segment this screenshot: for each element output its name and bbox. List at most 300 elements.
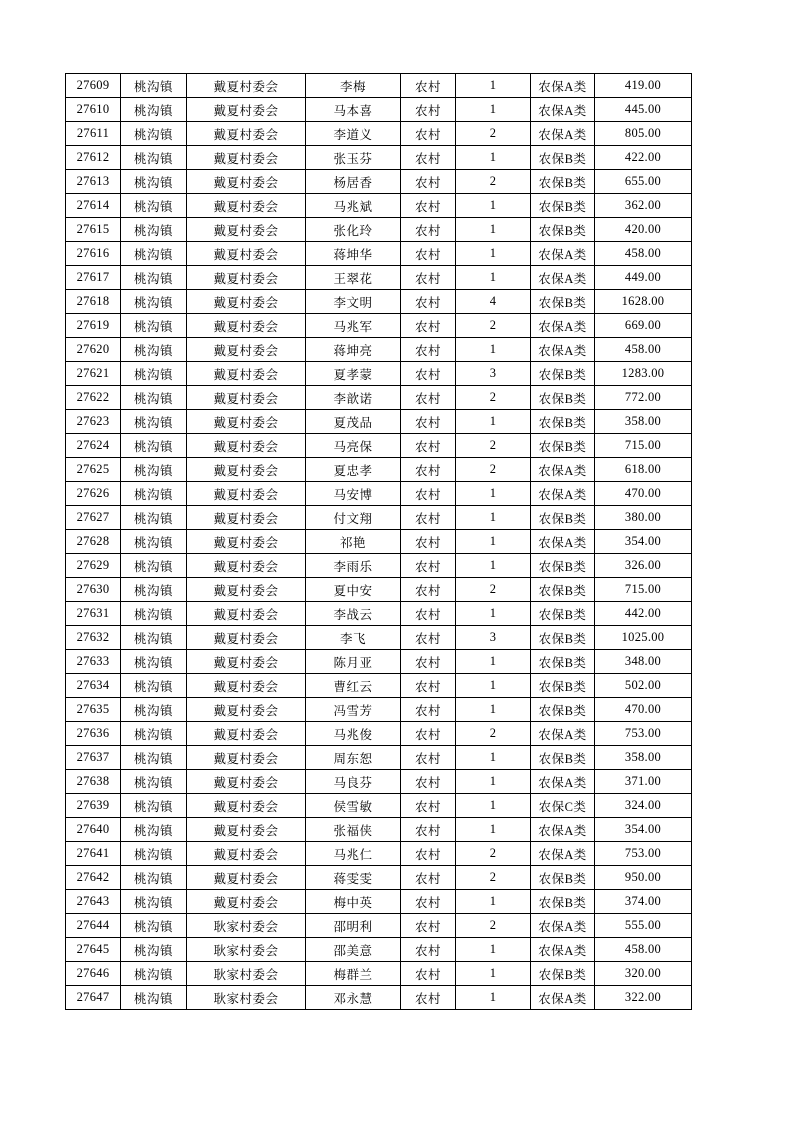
insurance-type-cell: 农保A类 — [531, 314, 595, 338]
table-row — [66, 362, 692, 386]
category-cell: 农村 — [401, 674, 456, 698]
table-row — [66, 890, 692, 914]
village-committee-cell: 戴夏村委会 — [187, 482, 306, 506]
record-id-cell: 27638 — [66, 770, 121, 794]
village-committee-cell: 戴夏村委会 — [187, 74, 306, 98]
record-id-cell: 27614 — [66, 194, 121, 218]
town-cell: 桃沟镇 — [121, 866, 187, 890]
insurance-type-cell: 农保B类 — [531, 698, 595, 722]
village-committee-cell: 戴夏村委会 — [187, 218, 306, 242]
town-cell: 桃沟镇 — [121, 218, 187, 242]
insurance-type-cell: 农保A类 — [531, 98, 595, 122]
person-name-cell: 梅中英 — [306, 890, 401, 914]
person-name-cell: 杨居香 — [306, 170, 401, 194]
village-committee-cell: 耿家村委会 — [187, 914, 306, 938]
category-cell: 农村 — [401, 362, 456, 386]
person-name-cell: 蒋雯雯 — [306, 866, 401, 890]
town-cell: 桃沟镇 — [121, 146, 187, 170]
person-count-cell: 1 — [456, 530, 531, 554]
town-cell: 桃沟镇 — [121, 482, 187, 506]
town-cell: 桃沟镇 — [121, 554, 187, 578]
person-count-cell: 2 — [456, 458, 531, 482]
category-cell: 农村 — [401, 170, 456, 194]
town-cell: 桃沟镇 — [121, 122, 187, 146]
category-cell: 农村 — [401, 74, 456, 98]
category-cell: 农村 — [401, 386, 456, 410]
person-count-cell: 3 — [456, 362, 531, 386]
table-row — [66, 194, 692, 218]
record-id-cell: 27644 — [66, 914, 121, 938]
table-row — [66, 674, 692, 698]
record-id-cell: 27634 — [66, 674, 121, 698]
table-row — [66, 986, 692, 1010]
person-name-cell: 邵美意 — [306, 938, 401, 962]
village-committee-cell: 戴夏村委会 — [187, 506, 306, 530]
amount-cell: 362.00 — [595, 194, 692, 218]
town-cell: 桃沟镇 — [121, 410, 187, 434]
village-committee-cell: 戴夏村委会 — [187, 434, 306, 458]
category-cell: 农村 — [401, 650, 456, 674]
insurance-type-cell: 农保A类 — [531, 242, 595, 266]
person-count-cell: 1 — [456, 146, 531, 170]
table-row — [66, 506, 692, 530]
amount-cell: 458.00 — [595, 938, 692, 962]
insurance-type-cell: 农保B类 — [531, 434, 595, 458]
town-cell: 桃沟镇 — [121, 698, 187, 722]
insurance-type-cell: 农保A类 — [531, 914, 595, 938]
table-row — [66, 242, 692, 266]
amount-cell: 470.00 — [595, 482, 692, 506]
amount-cell: 502.00 — [595, 674, 692, 698]
village-committee-cell: 戴夏村委会 — [187, 194, 306, 218]
person-count-cell: 1 — [456, 746, 531, 770]
amount-cell: 715.00 — [595, 434, 692, 458]
record-id-cell: 27611 — [66, 122, 121, 146]
category-cell: 农村 — [401, 434, 456, 458]
category-cell: 农村 — [401, 986, 456, 1010]
person-count-cell: 1 — [456, 98, 531, 122]
town-cell: 桃沟镇 — [121, 770, 187, 794]
village-committee-cell: 耿家村委会 — [187, 962, 306, 986]
category-cell: 农村 — [401, 578, 456, 602]
person-name-cell: 马兆俊 — [306, 722, 401, 746]
person-name-cell: 李道义 — [306, 122, 401, 146]
person-name-cell: 曹红云 — [306, 674, 401, 698]
person-count-cell: 2 — [456, 434, 531, 458]
insurance-type-cell: 农保A类 — [531, 530, 595, 554]
person-name-cell: 马兆军 — [306, 314, 401, 338]
person-count-cell: 1 — [456, 794, 531, 818]
village-committee-cell: 戴夏村委会 — [187, 530, 306, 554]
village-committee-cell: 戴夏村委会 — [187, 890, 306, 914]
town-cell: 桃沟镇 — [121, 746, 187, 770]
insurance-type-cell: 农保A类 — [531, 338, 595, 362]
amount-cell: 354.00 — [595, 818, 692, 842]
amount-cell: 371.00 — [595, 770, 692, 794]
person-count-cell: 2 — [456, 386, 531, 410]
record-id-cell: 27617 — [66, 266, 121, 290]
person-count-cell: 1 — [456, 554, 531, 578]
person-count-cell: 2 — [456, 722, 531, 746]
insurance-type-cell: 农保A类 — [531, 266, 595, 290]
amount-cell: 449.00 — [595, 266, 692, 290]
table-row — [66, 914, 692, 938]
village-committee-cell: 戴夏村委会 — [187, 146, 306, 170]
person-count-cell: 1 — [456, 602, 531, 626]
table-row — [66, 842, 692, 866]
person-count-cell: 1 — [456, 410, 531, 434]
record-id-cell: 27633 — [66, 650, 121, 674]
insurance-type-cell: 农保A类 — [531, 842, 595, 866]
person-count-cell: 1 — [456, 218, 531, 242]
person-name-cell: 夏中安 — [306, 578, 401, 602]
insurance-type-cell: 农保B类 — [531, 170, 595, 194]
record-id-cell: 27645 — [66, 938, 121, 962]
category-cell: 农村 — [401, 98, 456, 122]
amount-cell: 805.00 — [595, 122, 692, 146]
table-row — [66, 218, 692, 242]
person-count-cell: 2 — [456, 914, 531, 938]
person-name-cell: 夏茂品 — [306, 410, 401, 434]
category-cell: 农村 — [401, 314, 456, 338]
category-cell: 农村 — [401, 266, 456, 290]
village-committee-cell: 戴夏村委会 — [187, 674, 306, 698]
insurance-type-cell: 农保A类 — [531, 74, 595, 98]
record-id-cell: 27646 — [66, 962, 121, 986]
person-name-cell: 冯雪芳 — [306, 698, 401, 722]
village-committee-cell: 戴夏村委会 — [187, 626, 306, 650]
table-row — [66, 794, 692, 818]
town-cell: 桃沟镇 — [121, 458, 187, 482]
table-row — [66, 602, 692, 626]
record-id-cell: 27609 — [66, 74, 121, 98]
category-cell: 农村 — [401, 746, 456, 770]
category-cell: 农村 — [401, 914, 456, 938]
amount-cell: 753.00 — [595, 842, 692, 866]
category-cell: 农村 — [401, 842, 456, 866]
insurance-type-cell: 农保B类 — [531, 674, 595, 698]
record-id-cell: 27640 — [66, 818, 121, 842]
insurance-type-cell: 农保B类 — [531, 194, 595, 218]
table-row — [66, 122, 692, 146]
category-cell: 农村 — [401, 794, 456, 818]
category-cell: 农村 — [401, 146, 456, 170]
insurance-type-cell: 农保B类 — [531, 386, 595, 410]
person-name-cell: 周东恕 — [306, 746, 401, 770]
amount-cell: 322.00 — [595, 986, 692, 1010]
village-committee-cell: 戴夏村委会 — [187, 266, 306, 290]
record-id-cell: 27613 — [66, 170, 121, 194]
amount-cell: 555.00 — [595, 914, 692, 938]
person-count-cell: 2 — [456, 866, 531, 890]
amount-cell: 380.00 — [595, 506, 692, 530]
person-name-cell: 王翠花 — [306, 266, 401, 290]
person-name-cell: 蒋坤华 — [306, 242, 401, 266]
record-id-cell: 27616 — [66, 242, 121, 266]
record-id-cell: 27631 — [66, 602, 121, 626]
record-id-cell: 27622 — [66, 386, 121, 410]
person-name-cell: 邓永慧 — [306, 986, 401, 1010]
category-cell: 农村 — [401, 122, 456, 146]
table-row — [66, 578, 692, 602]
person-name-cell: 李梅 — [306, 74, 401, 98]
table-row — [66, 698, 692, 722]
village-committee-cell: 戴夏村委会 — [187, 98, 306, 122]
record-id-cell: 27632 — [66, 626, 121, 650]
town-cell: 桃沟镇 — [121, 242, 187, 266]
town-cell: 桃沟镇 — [121, 290, 187, 314]
village-committee-cell: 戴夏村委会 — [187, 338, 306, 362]
town-cell: 桃沟镇 — [121, 722, 187, 746]
record-id-cell: 27641 — [66, 842, 121, 866]
person-count-cell: 1 — [456, 194, 531, 218]
record-id-cell: 27628 — [66, 530, 121, 554]
person-name-cell: 马良芬 — [306, 770, 401, 794]
person-count-cell: 1 — [456, 938, 531, 962]
town-cell: 桃沟镇 — [121, 74, 187, 98]
amount-cell: 320.00 — [595, 962, 692, 986]
person-name-cell: 李雨乐 — [306, 554, 401, 578]
amount-cell: 358.00 — [595, 746, 692, 770]
table-row — [66, 962, 692, 986]
record-id-cell: 27618 — [66, 290, 121, 314]
amount-cell: 618.00 — [595, 458, 692, 482]
person-name-cell: 陈月亚 — [306, 650, 401, 674]
category-cell: 农村 — [401, 722, 456, 746]
person-name-cell: 李飞 — [306, 626, 401, 650]
category-cell: 农村 — [401, 554, 456, 578]
table-row — [66, 290, 692, 314]
town-cell: 桃沟镇 — [121, 98, 187, 122]
amount-cell: 772.00 — [595, 386, 692, 410]
village-committee-cell: 戴夏村委会 — [187, 818, 306, 842]
table-row — [66, 458, 692, 482]
town-cell: 桃沟镇 — [121, 362, 187, 386]
table-row — [66, 938, 692, 962]
insurance-type-cell: 农保B类 — [531, 626, 595, 650]
village-committee-cell: 戴夏村委会 — [187, 842, 306, 866]
record-id-cell: 27643 — [66, 890, 121, 914]
benefits-table — [65, 73, 692, 1010]
table-row — [66, 98, 692, 122]
record-id-cell: 27619 — [66, 314, 121, 338]
record-id-cell: 27637 — [66, 746, 121, 770]
town-cell: 桃沟镇 — [121, 506, 187, 530]
insurance-type-cell: 农保A类 — [531, 722, 595, 746]
person-name-cell: 马兆斌 — [306, 194, 401, 218]
table-row — [66, 410, 692, 434]
record-id-cell: 27636 — [66, 722, 121, 746]
person-name-cell: 马本喜 — [306, 98, 401, 122]
town-cell: 桃沟镇 — [121, 386, 187, 410]
amount-cell: 442.00 — [595, 602, 692, 626]
record-id-cell: 27647 — [66, 986, 121, 1010]
village-committee-cell: 耿家村委会 — [187, 938, 306, 962]
category-cell: 农村 — [401, 530, 456, 554]
town-cell: 桃沟镇 — [121, 674, 187, 698]
village-committee-cell: 戴夏村委会 — [187, 554, 306, 578]
village-committee-cell: 戴夏村委会 — [187, 386, 306, 410]
amount-cell: 950.00 — [595, 866, 692, 890]
category-cell: 农村 — [401, 290, 456, 314]
town-cell: 桃沟镇 — [121, 170, 187, 194]
insurance-type-cell: 农保B类 — [531, 746, 595, 770]
insurance-type-cell: 农保B类 — [531, 890, 595, 914]
insurance-type-cell: 农保B类 — [531, 650, 595, 674]
person-count-cell: 1 — [456, 242, 531, 266]
category-cell: 农村 — [401, 458, 456, 482]
table-row — [66, 314, 692, 338]
person-count-cell: 1 — [456, 482, 531, 506]
insurance-type-cell: 农保B类 — [531, 962, 595, 986]
category-cell: 农村 — [401, 938, 456, 962]
town-cell: 桃沟镇 — [121, 986, 187, 1010]
town-cell: 桃沟镇 — [121, 842, 187, 866]
table-row — [66, 74, 692, 98]
table-row — [66, 626, 692, 650]
person-count-cell: 1 — [456, 770, 531, 794]
amount-cell: 1283.00 — [595, 362, 692, 386]
amount-cell: 655.00 — [595, 170, 692, 194]
village-committee-cell: 耿家村委会 — [187, 986, 306, 1010]
person-name-cell: 蒋坤亮 — [306, 338, 401, 362]
table-row — [66, 434, 692, 458]
category-cell: 农村 — [401, 338, 456, 362]
person-name-cell: 马亮保 — [306, 434, 401, 458]
town-cell: 桃沟镇 — [121, 626, 187, 650]
town-cell: 桃沟镇 — [121, 578, 187, 602]
person-name-cell: 李文明 — [306, 290, 401, 314]
person-name-cell: 张玉芬 — [306, 146, 401, 170]
person-name-cell: 侯雪敏 — [306, 794, 401, 818]
town-cell: 桃沟镇 — [121, 530, 187, 554]
person-count-cell: 1 — [456, 338, 531, 362]
village-committee-cell: 戴夏村委会 — [187, 866, 306, 890]
record-id-cell: 27615 — [66, 218, 121, 242]
town-cell: 桃沟镇 — [121, 794, 187, 818]
village-committee-cell: 戴夏村委会 — [187, 602, 306, 626]
village-committee-cell: 戴夏村委会 — [187, 794, 306, 818]
village-committee-cell: 戴夏村委会 — [187, 770, 306, 794]
table-row — [66, 650, 692, 674]
record-id-cell: 27621 — [66, 362, 121, 386]
table-row — [66, 530, 692, 554]
person-name-cell: 夏忠孝 — [306, 458, 401, 482]
village-committee-cell: 戴夏村委会 — [187, 362, 306, 386]
insurance-type-cell: 农保B类 — [531, 218, 595, 242]
record-id-cell: 27642 — [66, 866, 121, 890]
category-cell: 农村 — [401, 602, 456, 626]
insurance-type-cell: 农保B类 — [531, 506, 595, 530]
person-name-cell: 梅群兰 — [306, 962, 401, 986]
town-cell: 桃沟镇 — [121, 314, 187, 338]
category-cell: 农村 — [401, 242, 456, 266]
insurance-type-cell: 农保B类 — [531, 362, 595, 386]
category-cell: 农村 — [401, 410, 456, 434]
amount-cell: 1628.00 — [595, 290, 692, 314]
village-committee-cell: 戴夏村委会 — [187, 578, 306, 602]
town-cell: 桃沟镇 — [121, 266, 187, 290]
table-row — [66, 554, 692, 578]
record-id-cell: 27635 — [66, 698, 121, 722]
amount-cell: 358.00 — [595, 410, 692, 434]
table-row — [66, 770, 692, 794]
amount-cell: 420.00 — [595, 218, 692, 242]
person-name-cell: 马兆仁 — [306, 842, 401, 866]
amount-cell: 348.00 — [595, 650, 692, 674]
town-cell: 桃沟镇 — [121, 650, 187, 674]
category-cell: 农村 — [401, 866, 456, 890]
person-name-cell: 马安博 — [306, 482, 401, 506]
insurance-type-cell: 农保B类 — [531, 146, 595, 170]
person-count-cell: 1 — [456, 890, 531, 914]
amount-cell: 324.00 — [595, 794, 692, 818]
village-committee-cell: 戴夏村委会 — [187, 410, 306, 434]
category-cell: 农村 — [401, 482, 456, 506]
amount-cell: 374.00 — [595, 890, 692, 914]
table-row — [66, 338, 692, 362]
table-row — [66, 746, 692, 770]
person-count-cell: 1 — [456, 962, 531, 986]
record-id-cell: 27627 — [66, 506, 121, 530]
amount-cell: 326.00 — [595, 554, 692, 578]
village-committee-cell: 戴夏村委会 — [187, 314, 306, 338]
amount-cell: 422.00 — [595, 146, 692, 170]
table-row — [66, 482, 692, 506]
insurance-type-cell: 农保A类 — [531, 482, 595, 506]
person-name-cell: 张福侠 — [306, 818, 401, 842]
category-cell: 农村 — [401, 698, 456, 722]
amount-cell: 1025.00 — [595, 626, 692, 650]
record-id-cell: 27624 — [66, 434, 121, 458]
town-cell: 桃沟镇 — [121, 962, 187, 986]
insurance-type-cell: 农保C类 — [531, 794, 595, 818]
town-cell: 桃沟镇 — [121, 938, 187, 962]
person-name-cell: 邵明利 — [306, 914, 401, 938]
person-name-cell: 付文翔 — [306, 506, 401, 530]
amount-cell: 715.00 — [595, 578, 692, 602]
table-row — [66, 722, 692, 746]
amount-cell: 354.00 — [595, 530, 692, 554]
amount-cell: 419.00 — [595, 74, 692, 98]
category-cell: 农村 — [401, 962, 456, 986]
person-name-cell: 李歆诺 — [306, 386, 401, 410]
insurance-type-cell: 农保A类 — [531, 770, 595, 794]
benefits-table-body — [66, 74, 692, 1010]
village-committee-cell: 戴夏村委会 — [187, 170, 306, 194]
person-count-cell: 1 — [456, 506, 531, 530]
amount-cell: 753.00 — [595, 722, 692, 746]
village-committee-cell: 戴夏村委会 — [187, 242, 306, 266]
person-count-cell: 2 — [456, 170, 531, 194]
insurance-type-cell: 农保A类 — [531, 986, 595, 1010]
village-committee-cell: 戴夏村委会 — [187, 722, 306, 746]
record-id-cell: 27629 — [66, 554, 121, 578]
table-row — [66, 818, 692, 842]
person-count-cell: 2 — [456, 578, 531, 602]
record-id-cell: 27626 — [66, 482, 121, 506]
amount-cell: 470.00 — [595, 698, 692, 722]
category-cell: 农村 — [401, 818, 456, 842]
amount-cell: 458.00 — [595, 338, 692, 362]
town-cell: 桃沟镇 — [121, 194, 187, 218]
category-cell: 农村 — [401, 770, 456, 794]
person-count-cell: 1 — [456, 986, 531, 1010]
town-cell: 桃沟镇 — [121, 818, 187, 842]
amount-cell: 458.00 — [595, 242, 692, 266]
person-count-cell: 1 — [456, 698, 531, 722]
insurance-type-cell: 农保B类 — [531, 578, 595, 602]
